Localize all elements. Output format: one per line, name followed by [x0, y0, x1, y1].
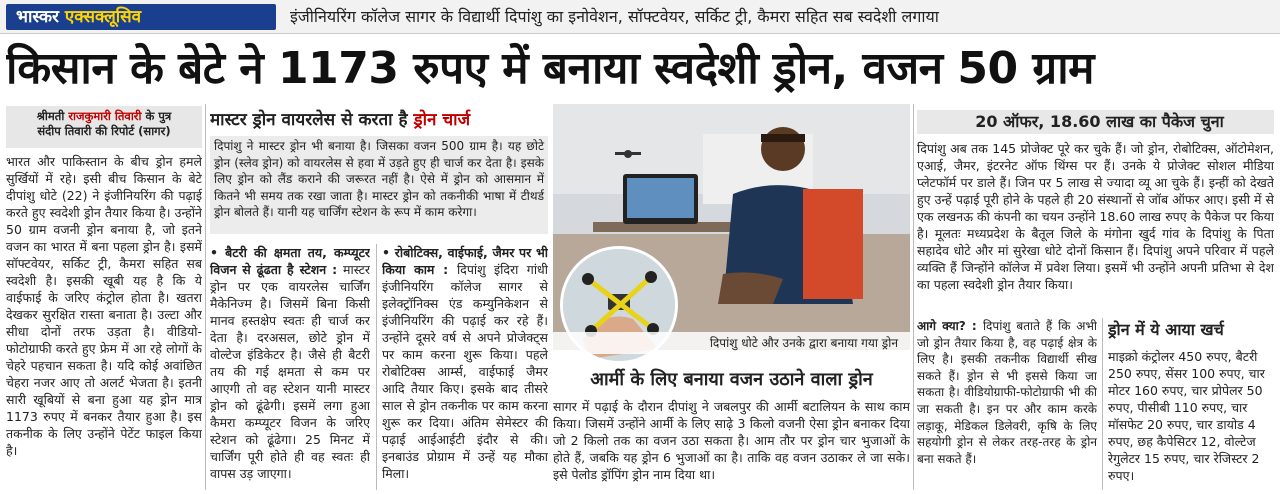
byline-reporter: संदीप तिवारी की रिपोर्ट (सागर) — [37, 124, 171, 138]
col2-text: मास्टर ड्रोन पर एक वायरलेस चार्जिंग मैकेनिज्म है। जिसमें बिना किसी मानव हस्तक्षेप स्वतः ही चार्ज कर देता है। दरअसल, छोटे ड्रोन में वोल्टेज इंडिकेटर है। जैसे ही बैटरी तय की गई क्षमता से कम पर आएगी तो वह स्टेशन यानी मास्टर ड्रोन को ढूंढेगी। इसमें लगा हुआ कैमरा कम्प्यूटर विजन के जरिए स्टेशन को ढूंढेगा। 25 मिनट में चार्जिंग पूरी होते ही वह स्वतः ही वापस उड़ जाएगा। — [210, 262, 370, 481]
brand-label — [6, 4, 276, 30]
army-heading: आर्मी के लिए बनाया वजन उठाने वाला ड्रोन — [590, 369, 873, 390]
col2-body — [210, 244, 370, 490]
byline — [6, 106, 202, 148]
army-body: सागर में पढ़ाई के दौरान दीपांशु ने जबलपुर की आर्मी बटालियन के साथ काम किया। जिसमें उन्होंने आर्मी के लिए साढ़े 3 किलो वजनी ऐसा ड्रोन बनाकर दिया जो 2 किलो तक का वजन उठा सकता है। आम तौर पर ड्रोन चार भुजाओं के होते हैं, जबकि यह ड्रोन 6 भुजाओं का है। ताकि वह वजन उठाकर ले जा सके। इसे पेलोड ड्रॉपिंग ड्रोन नाम दिया था। — [553, 399, 910, 482]
col3-body — [382, 244, 548, 490]
column-divider — [376, 244, 377, 490]
cost-heading: ड्रोन में ये आया खर्च — [1108, 320, 1224, 339]
column-divider — [205, 104, 206, 490]
cost-body: माइक्रो कंट्रोलर 450 रुपए, बैटरी 250 रुपए, सेंसर 100 रुपए, चार मोटर 160 रुपए, चार प्रोपेलर 50 रुपए, पीसीबी 110 रुपए, चार मॉसफेट 20 रुपए, चार डायोड 4 रुपए, छह कैपेसिटर 12, वोल्टेज रेगुलेटर 15 रुपए, चार रेजिस्टर 2 रुपए। — [1108, 349, 1265, 483]
column-divider — [913, 104, 914, 490]
offers-body: दिपांशु अब तक 145 प्रोजेक्ट पूरे कर चुके हैं। जो ड्रोन, रोबोटिक्स, ऑटोमेशन, एआई, जैमर, इंटरनेट ऑफ थिंग्स पर हैं। उनके ये प्रोजेक्ट सोशल मीडिया प्लेटफॉर्म पर डाले हैं। जिन पर 5 लाख से ज्यादा व्यू आ चुके हैं। इन्हीं को देखते हुए उन्हें पढ़ाई पूरी होने के पहले ही 20 संस्थानों से जॉब ऑफर आए। इसी में से एक लखनऊ की कंपनी का चयन उन्होंने 18.60 लाख रुपए के पैकेज पर किया है। मूलतः मध्यप्रदेश के बैतूल जिले के मंगोना खुर्द गांव के दिपांशु के पिता सहादेव धोटे और मां सुरेखा धोटे दोनों किसान हैं। दिपांशु अपने परिवार में पहले व्यक्ति हैं जिन्होंने कॉलेज में प्रवेश लिया। इसमें भी उन्होंने अपनी प्रतिभा से देश का पहला स्वदेशी ड्रोन तैयार किया। — [917, 141, 1274, 292]
master-drone-heading — [210, 108, 548, 132]
column-divider — [1102, 318, 1103, 490]
master-drone-heading-accent: ड्रोन चार्ज — [413, 110, 471, 130]
master-drone-heading-main: मास्टर ड्रोन वायरलेस से करता है — [210, 110, 414, 130]
col1-body: भारत और पाकिस्तान के बीच ड्रोन हमले सुर्खियों में रहे। इसी बीच किसान के बेटे दीपांशु धोटे (22) ने इंजीनियरिंग की पढ़ाई करते हुए स्वदेशी ड्रोन तैयार किया है। उन्होंने 50 ग्राम वजनी ड्रोन बनाया है, जो इतने वजन का भारत में बना पहला ड्रोन है। इसमें सॉफ्टवेयर, सर्किट ट्री, कैमरा सहित सब स्वदेशी है। इसकी खूबी यह है कि ये वाईफाई के जरिए कंट्रोल होता है। खतरा देखकर सुरक्षित रास्ता बनाता है। उल्टा और सीधा दोनों तरफ उड़ता है। वीडियो-फोटोग्राफी करते हुए फ्रेम में आ रहे लोगों के चेहरे पहचान सकता है। यदि कोई अवांछित चेहरा नजर आए तो अलर्ट भेजता है। इतनी सारी खूबियों से बना हुआ यह ड्रोन मात्र 1173 रुपए में बनकर तैयार हुआ है। इस तकनीक के लिए उन्होंने पेटेंट फाइल किया है। — [6, 154, 202, 458]
next-steps-subhead: आगे क्या? : — [917, 319, 983, 333]
byline-suffix: के पुत्र — [141, 109, 172, 123]
offers-heading: 20 ऑफर, 18.60 लाख का पैकेज चुना — [917, 110, 1274, 134]
next-steps-body — [917, 318, 1097, 490]
byline-prefix: श्रीमती — [36, 109, 69, 123]
col3-text: दिपांशु इंदिरा गांधी इंजीनियरिंग कॉलेज सागर से इलेक्ट्रॉनिक्स एंड कम्युनिकेशन से इंजीनियरिंग की पढ़ाई कर रहे हैं। उन्होंने दूसरे वर्ष से अपने प्रोजेक्ट्स पर काम करना शुरू किया। पहले रोबोटिक्स आर्म्स, वाईफाई जैमर आदि तैयार किए। इसके बाद तीसरे साल से ड्रोन तकनीक पर काम करना शुरू कर दिया। अंतिम सेमेस्टर की पढ़ाई आईआईटी इंदौर से की। इनबाउंड प्रोग्राम में उन्हें यह मौका मिला। — [382, 262, 548, 481]
next-steps-text: दिपांशु बताते हैं कि अभी जो ड्रोन तैयार किया है, वह पढ़ाई क्षेत्र के लिए है। इसकी तकनीक विद्यार्थी सीख सकते हैं। ड्रोन से भी इससे किया जा सकता है। वीडियोग्राफी-फोटोग्राफी भी की जा सकती है। इन पर और काम करके लड़ाकू, मेडिकल डिलेवरी, कृषि के लिए सहयोगी ड्रोन से लेकर तरह-तरह के ड्रोन बना सकते हैं। — [917, 319, 1097, 466]
brand-label-left: भास्कर — [16, 7, 59, 27]
col3-subhead: • रोबोटिक्स, वाईफाई, जैमर पर भी किया काम : — [382, 245, 548, 277]
byline-mother-name: राजकुमारी तिवारी — [68, 109, 142, 123]
master-drone-body: दिपांशु ने मास्टर ड्रोन भी बनाया है। जिसका वजन 500 ग्राम है। यह छोटे ड्रोन (स्लेव ड्रोन) को वायरलेस से हवा में उड़ते हुए ही चार्ज कर देता है। इसके लिए ड्रोन को लैंड कराने की जरूरत नहीं है। ऐसे में ड्रोन को आसमान में कितने भी समय तक रखा जाता है। मास्टर ड्रोन को तकनीकी भाषा में टीथर्ड ड्रोन बोलते हैं। यानी यह चार्जिंग स्टेशन के रूप में काम करेगा। — [210, 136, 548, 234]
kicker-text: इंजीनियरिंग कॉलेज सागर के विद्यार्थी दिपांशु का इनोवेशन, सॉफ्टवेयर, सर्किट ट्री, कैमरा सहित सब स्वदेशी लगाया — [290, 7, 939, 26]
photo-caption: दिपांशु धोटे और उनके द्वारा बनाया गया ड्रोन — [553, 332, 910, 354]
headline: किसान के बेटे ने 1173 रुपए में बनाया स्वदेशी ड्रोन, वजन 50 ग्राम — [6, 43, 1094, 94]
brand-label-right: एक्सक्लूसिव — [64, 7, 142, 27]
col2-subhead: • बैटरी की क्षमता तय, कम्प्यूटर विजन से ढूंढता है स्टेशन : — [210, 245, 370, 277]
